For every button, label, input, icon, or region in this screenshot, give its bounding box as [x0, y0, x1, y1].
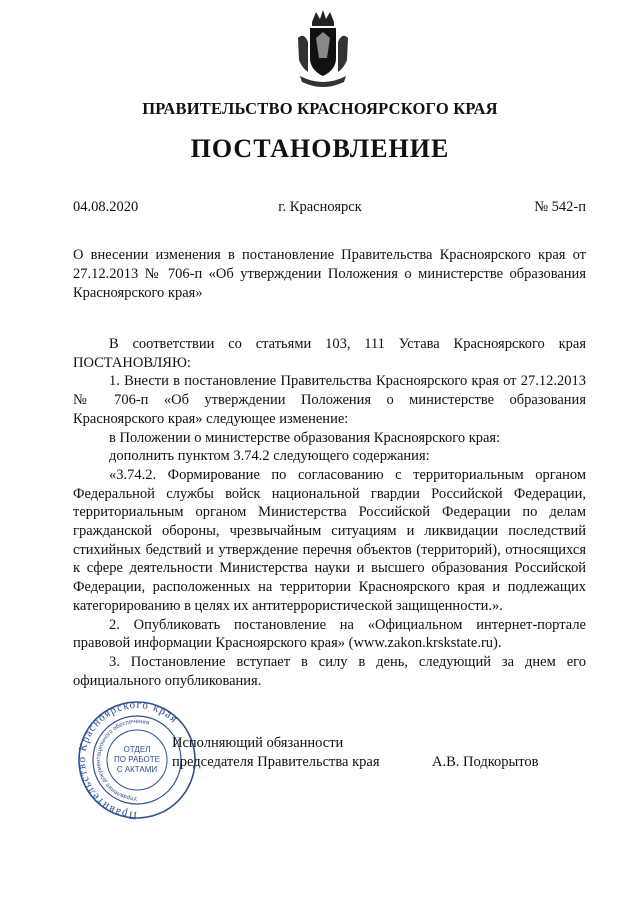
clause-3-paragraph: 3. Постановление вступает в силу в день, следующий за днем его официального опубликования. — [73, 653, 586, 689]
signatory-name: А.В. Подкорытов — [432, 754, 539, 770]
svg-text:С АКТАМИ: С АКТАМИ — [116, 765, 158, 774]
document-type: ПОСТАНОВЛЕНИЕ — [190, 134, 450, 163]
signatory-position-line-1: Исполняющий обязанности — [172, 735, 344, 751]
clause-1-location: в Положении о министерстве образования Красноярского края: — [109, 429, 501, 446]
document-number: № 542-п — [534, 199, 586, 215]
organization-name: ПРАВИТЕЛЬСТВО КРАСНОЯРСКОГО КРАЯ — [142, 99, 498, 118]
document-city: г. Красноярск — [278, 199, 362, 215]
document-subject: О внесении изменения в постановление Правительства Красноярского края от 27.12.2013 № 706-п «Об утверждении Положения о министерстве образования Красноярского края» — [73, 247, 586, 301]
svg-text:ОТДЕЛ: ОТДЕЛ — [123, 745, 151, 754]
svg-text:ПО РАБОТЕ: ПО РАБОТЕ — [114, 755, 160, 764]
clause-1-instruction: дополнить пунктом 3.74.2 следующего содержания: — [109, 448, 430, 465]
svg-text:Правительство Красноярского кр: Правительство Красноярского края — [76, 700, 181, 820]
signatory-position-line-2: председателя Правительства края — [172, 754, 380, 770]
clause-2-paragraph: 2. Опубликовать постановление на «Официальном интернет-портале правовой информации Красноярского края» (www.zakon.krskstate.ru). — [73, 616, 586, 652]
preamble-paragraph: В соответствии со статьями 103, 111 Устава Красноярского края ПОСТАНОВЛЯЮ: — [73, 336, 586, 371]
signatory-position — [172, 734, 380, 772]
coat-of-arms-icon — [294, 8, 352, 90]
document-date: 04.08.2020 — [73, 199, 139, 215]
clause-3-74-2-text: «3.74.2. Формирование по согласованию с территориальным органом Федеральной службы войск национальной гвардии Российской Федерации, территориальным органом Министерства Российской Федерации по делам гражданской обороны, чрезвычайным ситуациям и ликвидации последствий стихийных бедствий и утверждение перечня объектов (территорий), относящихся к сфере деятельности Министерства науки и высшего образования Российской Федерации, расположенных на территории Красноярского края и подлежащих категорированию в целях их антитеррористической защищенности.». — [73, 466, 586, 614]
clause-1-paragraph: 1. Внести в постановление Правительства Красноярского края от 27.12.2013 № 706-п «Об утверждении Положения о министерстве образования Красноярского края» следующее изменение: — [73, 373, 586, 427]
svg-text:Управление документационного о: Управление документационного обеспечения — [96, 718, 150, 802]
document-body — [73, 335, 586, 690]
